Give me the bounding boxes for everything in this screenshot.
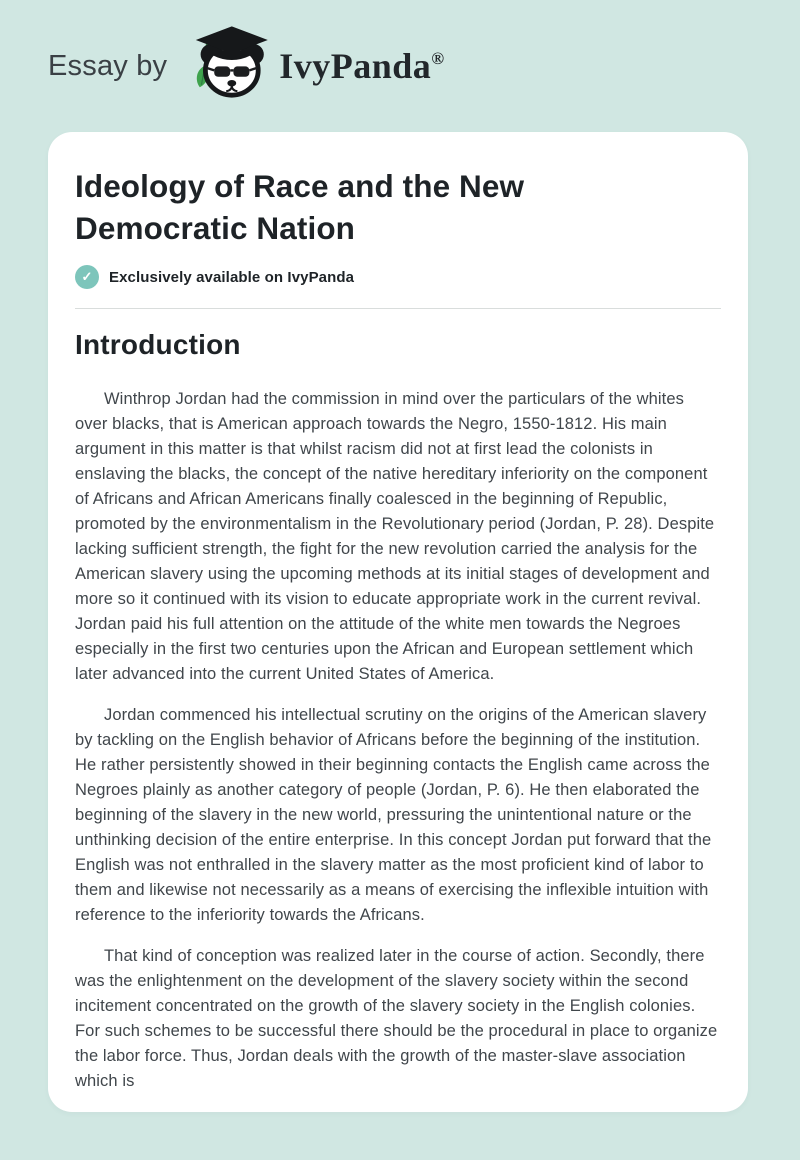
ivypanda-logo bbox=[183, 24, 444, 109]
section-heading-introduction: Introduction bbox=[75, 329, 241, 360]
site-header bbox=[0, 0, 800, 132]
essay-paragraph: That kind of conception was realized later in the course of action. Secondly, there was the enlightenment on the development of the slavery society within the second incitement concentrated on the growth of the slavery society in the English colonies. For such schemes to be successful there should be the procedural in place to organize the labor force. Thus, Jordan deals with the growth of the master-slave association which is bbox=[75, 947, 718, 1090]
check-icon: ✓ bbox=[75, 265, 99, 289]
essay-paragraph: Winthrop Jordan had the commission in mind over the particulars of the whites over blacks, that is American approach towards the Negro, 1550-1812. His main argument in this matter is that whilst racism did not at first lead the colonists in enslaving the blacks, the concept of the native hereditary inferiority on the component of Africans and African Americans finally coalesced in the beginning of Republic, promoted by the environmentalism in the Revolutionary period (Jordan, P. 28). Despite lacking sufficient strength, the fight for the new revolution carried the analysis for the American slavery using the upcoming methods at its initial stages of development and more so it continued with its vision to educate appropriate work in the current revival. Jordan paid his full attention on the attitude of the white men towards the Negroes especially in the first two centuries upon the African and European settlement which later advanced into the current United States of America. bbox=[75, 390, 715, 683]
exclusive-badge-label: Exclusively available on IvyPanda bbox=[109, 268, 355, 286]
registered-mark: ® bbox=[431, 49, 445, 68]
essay-by-label: Essay by bbox=[48, 49, 168, 82]
divider bbox=[75, 308, 721, 309]
panda-graduate-icon bbox=[183, 24, 271, 109]
essay-card bbox=[48, 132, 748, 1112]
exclusive-badge bbox=[75, 265, 721, 289]
essay-body bbox=[75, 387, 721, 1094]
brand-name: IvyPanda® bbox=[279, 46, 445, 86]
essay-paragraph: Jordan commenced his intellectual scrutiny on the origins of the American slavery by tackling on the English behavior of Africans before the beginning of the institution. He rather persistently showed in their beginning contacts the English came across the Negroes plainly as another category of people (Jordan, P. 6). He then elaborated the beginning of the slavery in the new world, pressuring the unintentional nature or the unthinking decision of the entire enterprise. In this concept Jordan put forward that the English was not enthralled in the slavery matter as the most proficient kind of labor to them and likewise not necessarily as a means of exercising the inflexible intuition with reference to the inferiority towards the Africans. bbox=[75, 706, 712, 924]
page-title: Ideology of Race and the New Democratic Nation bbox=[75, 168, 525, 246]
